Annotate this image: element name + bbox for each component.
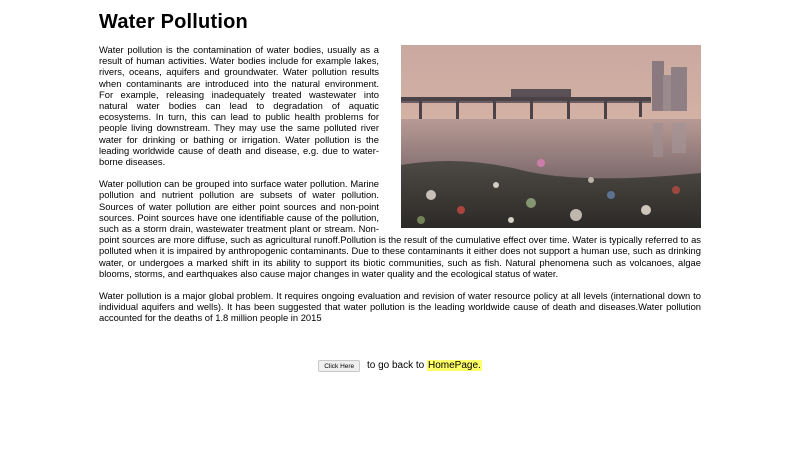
page-title: Water Pollution — [99, 11, 248, 33]
intro-paragraph: Water pollution is the contamination of water bodies, usually as a result of human activities. Water bodies include for example lakes, rivers, oceans, aquifers and groundwater. Water pollution results when contaminants are introduced into the natural environment. For example, releasing inadequately treated wastewater into natural water bodies can lead to degradation of aquatic ecosystems. In turn, this can lead to public health problems for people living downstream. They may use the same polluted river water for drinking or bathing or irrigation. Water pollution is the leading worldwide cause of death and disease, e.g. due to water-borne diseases. — [99, 44, 379, 168]
back-text: to go back to — [366, 360, 425, 371]
back-to-home-row — [0, 359, 800, 374]
click-here-button[interactable]: Click Here — [318, 360, 360, 372]
sources-paragraph: Water pollution can be grouped into surface water pollution. Marine pollution and nutrient pollution are subsets of water pollution. Sources of water pollution are either point sources and non-point sources. Point sources have one identifiable cause of the pollution, such as a storm drain, wastewater treatment plant or stream. Non-point sources are more diffuse, such as agricultural runoff.Pollution is the result of the cumulative effect over time. Water is typically referred to as polluted when it is impaired by anthropogenic contaminants. Due to these contaminants it either does not support a human use, such as drinking water, or undergoes a marked shift in its ability to support its biotic communities, such as fish. Natural phenomena such as volcanoes, algae blooms, storms, and earthquakes also cause major changes in water quality and the ecological status of water. — [99, 178, 701, 279]
global-problem-paragraph: Water pollution is a major global problem. It requires ongoing evaluation and revision of water resource policy at all levels (international down to individual aquifers and wells). It has been suggested that water pollution is the leading worldwide cause of death and diseases.Water pollution accounted for the deaths of 1.8 million people in 2015 — [99, 290, 701, 324]
polluted-river-photo — [401, 45, 701, 228]
main-content — [99, 10, 701, 335]
homepage-link[interactable]: HomePage. — [428, 360, 481, 371]
